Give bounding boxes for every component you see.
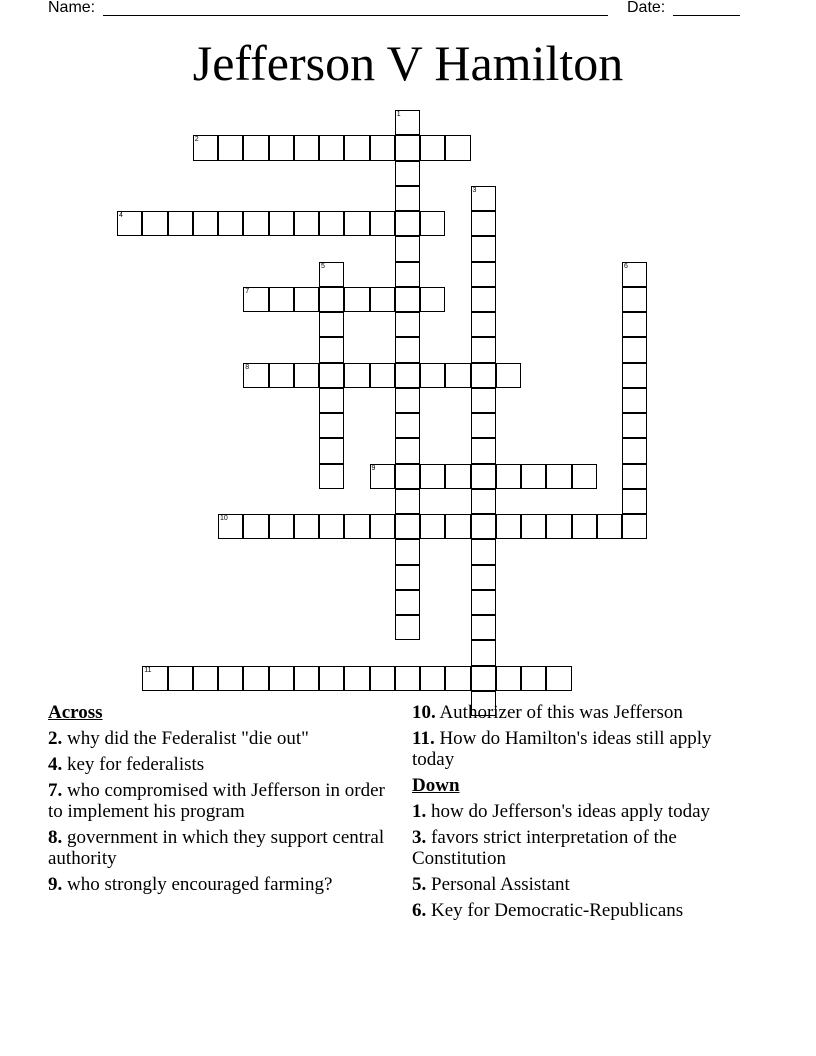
cell-number: 10 <box>220 515 228 522</box>
grid-cell[interactable] <box>622 388 647 413</box>
grid-cell[interactable] <box>294 211 319 236</box>
grid-cell[interactable] <box>471 312 496 337</box>
cell-number: 6 <box>624 262 628 270</box>
grid-cell[interactable] <box>622 413 647 438</box>
grid-cell[interactable] <box>521 514 546 539</box>
clue-item <box>48 780 393 822</box>
grid-cell[interactable] <box>243 363 268 388</box>
grid-cell[interactable] <box>344 135 369 160</box>
grid-cell[interactable] <box>420 666 445 691</box>
cell-number: 2 <box>194 136 199 144</box>
grid-cell[interactable] <box>471 337 496 362</box>
grid-cell[interactable] <box>370 666 395 691</box>
clue-item <box>412 801 757 822</box>
clue-text: How do Hamilton's ideas still apply today <box>412 728 712 770</box>
grid-cell[interactable] <box>319 312 344 337</box>
clue-number: 6. <box>412 900 427 921</box>
clue-number: 9. <box>48 874 63 895</box>
grid-cell[interactable] <box>395 312 420 337</box>
grid-cell[interactable] <box>319 438 344 463</box>
grid-cell[interactable] <box>243 287 268 312</box>
clue-item <box>412 900 757 921</box>
clue-number: 5. <box>412 874 427 895</box>
grid-cell[interactable] <box>395 363 420 388</box>
grid-cell[interactable] <box>445 363 470 388</box>
clue-text: why did the Federalist "die out" <box>62 728 309 749</box>
clue-number: 4. <box>48 754 63 775</box>
grid-cell[interactable] <box>597 514 622 539</box>
down-clue-list <box>412 801 757 921</box>
grid-cell[interactable] <box>622 337 647 362</box>
grid-cell[interactable] <box>546 666 571 691</box>
clue-item <box>412 702 757 723</box>
grid-cell[interactable] <box>521 666 546 691</box>
grid-cell[interactable] <box>243 514 268 539</box>
grid-cell[interactable] <box>445 514 470 539</box>
across-heading: Across <box>48 702 103 723</box>
page-title: Jefferson V Hamilton <box>192 35 624 91</box>
grid-cell[interactable] <box>395 388 420 413</box>
cell-number: 11 <box>144 666 152 674</box>
grid-cell[interactable] <box>142 211 167 236</box>
grid-cell[interactable] <box>395 666 420 691</box>
clue-item <box>48 754 393 775</box>
grid-cell[interactable] <box>319 413 344 438</box>
grid-cell[interactable] <box>471 413 496 438</box>
grid-cell[interactable] <box>395 110 420 135</box>
clue-text: government in which they support central authority <box>48 827 385 869</box>
grid-cell[interactable] <box>622 514 647 539</box>
clue-item <box>412 827 757 869</box>
grid-cell[interactable] <box>319 363 344 388</box>
grid-cell[interactable] <box>269 287 294 312</box>
grid-cell[interactable] <box>471 464 496 489</box>
grid-cell[interactable] <box>370 464 395 489</box>
grid-cell[interactable] <box>471 565 496 590</box>
grid-cell[interactable] <box>218 211 243 236</box>
clues-left-column <box>48 702 393 900</box>
cell-number: 9 <box>371 464 376 472</box>
grid-cell[interactable] <box>622 287 647 312</box>
grid-cell[interactable] <box>395 438 420 463</box>
clue-text: Key for Democratic-Republicans <box>426 900 684 921</box>
grid-cell[interactable] <box>395 236 420 261</box>
grid-cell[interactable] <box>370 514 395 539</box>
grid-cell[interactable] <box>294 363 319 388</box>
grid-cell[interactable] <box>193 135 218 160</box>
cell-number: 5 <box>321 262 325 270</box>
grid-cell[interactable] <box>193 211 218 236</box>
grid-cell[interactable] <box>622 363 647 388</box>
clue-item <box>412 874 757 895</box>
grid-cell[interactable] <box>395 615 420 640</box>
grid-cell[interactable] <box>168 666 193 691</box>
clues-right-column <box>412 702 757 926</box>
grid-cell[interactable] <box>319 666 344 691</box>
clue-item <box>412 728 757 770</box>
clue-text: Personal Assistant <box>426 874 570 895</box>
clue-item <box>48 827 393 869</box>
grid-cell[interactable] <box>471 590 496 615</box>
grid-cell[interactable] <box>370 363 395 388</box>
grid-cell[interactable] <box>395 413 420 438</box>
grid-cell[interactable] <box>269 514 294 539</box>
grid-cell[interactable] <box>395 161 420 186</box>
grid-cell[interactable] <box>622 489 647 514</box>
grid-cell[interactable] <box>546 514 571 539</box>
grid-cell[interactable] <box>471 615 496 640</box>
grid-cell[interactable] <box>193 666 218 691</box>
grid-cell[interactable] <box>395 539 420 564</box>
grid-cell[interactable] <box>496 464 521 489</box>
grid-cell[interactable] <box>471 640 496 665</box>
grid-cell[interactable] <box>319 337 344 362</box>
grid-cell[interactable] <box>117 211 142 236</box>
clue-text: who strongly encouraged farming? <box>62 874 333 895</box>
grid-cell[interactable] <box>319 388 344 413</box>
grid-cell[interactable] <box>471 363 496 388</box>
grid-cell[interactable] <box>471 438 496 463</box>
grid-cell[interactable] <box>471 666 496 691</box>
grid-cell[interactable] <box>319 464 344 489</box>
grid-cell[interactable] <box>294 666 319 691</box>
down-heading: Down <box>412 775 460 796</box>
grid-cell[interactable] <box>395 514 420 539</box>
grid-cell[interactable] <box>622 464 647 489</box>
grid-cell[interactable] <box>471 186 496 211</box>
grid-cell[interactable] <box>395 489 420 514</box>
grid-cell[interactable] <box>420 211 445 236</box>
grid-cell[interactable] <box>243 666 268 691</box>
grid-cell[interactable] <box>445 666 470 691</box>
clue-text: Authorizer of this was Jefferson <box>435 702 683 723</box>
grid-cell[interactable] <box>546 464 571 489</box>
grid-cell[interactable] <box>471 388 496 413</box>
grid-cell[interactable] <box>269 666 294 691</box>
clue-text: favors strict interpretation of the Constitution <box>412 827 677 869</box>
grid-cell[interactable] <box>243 135 268 160</box>
grid-cell[interactable] <box>294 135 319 160</box>
grid-cell[interactable] <box>269 211 294 236</box>
grid-cell[interactable] <box>471 514 496 539</box>
clue-text: how do Jefferson's ideas apply today <box>426 801 711 822</box>
grid-cell[interactable] <box>420 287 445 312</box>
grid-cell[interactable] <box>395 186 420 211</box>
grid-cell[interactable] <box>319 262 344 287</box>
grid-cell[interactable] <box>496 514 521 539</box>
grid-cell[interactable] <box>395 337 420 362</box>
grid-cell[interactable] <box>294 287 319 312</box>
grid-cell[interactable] <box>420 363 445 388</box>
grid-cell[interactable] <box>471 262 496 287</box>
clue-number: 8. <box>48 827 63 848</box>
grid-cell[interactable] <box>370 287 395 312</box>
grid-cell[interactable] <box>471 489 496 514</box>
grid-cell[interactable] <box>370 135 395 160</box>
grid-cell[interactable] <box>218 135 243 160</box>
grid-cell[interactable] <box>218 666 243 691</box>
grid-cell[interactable] <box>344 211 369 236</box>
grid-cell[interactable] <box>622 262 647 287</box>
grid-cell[interactable] <box>344 514 369 539</box>
date-label: Date: <box>627 0 666 16</box>
grid-cell[interactable] <box>420 135 445 160</box>
clue-number: 2. <box>48 728 63 749</box>
grid-cell[interactable] <box>395 262 420 287</box>
cell-number: 8 <box>245 363 250 371</box>
across-clue-list-continued <box>412 702 757 770</box>
clue-text: who compromised with Jefferson in order to implement his program <box>48 780 385 822</box>
clue-text: key for federalists <box>62 754 205 775</box>
grid-cell[interactable] <box>445 135 470 160</box>
grid-cell[interactable] <box>344 287 369 312</box>
grid-cell[interactable] <box>370 211 395 236</box>
grid-cell[interactable] <box>344 363 369 388</box>
clue-number: 10. <box>412 702 436 723</box>
grid-cell[interactable] <box>218 514 243 539</box>
grid-cell[interactable] <box>395 565 420 590</box>
clue-number: 7. <box>48 780 63 801</box>
cell-number: 7 <box>245 287 250 295</box>
cell-number: 3 <box>472 186 477 194</box>
grid-cell[interactable] <box>496 363 521 388</box>
grid-cell[interactable] <box>572 514 597 539</box>
clue-item <box>48 728 393 749</box>
grid-cell[interactable] <box>471 539 496 564</box>
cell-number: 4 <box>119 212 123 219</box>
grid-cell[interactable] <box>572 464 597 489</box>
grid-cell[interactable] <box>471 211 496 236</box>
grid-cell[interactable] <box>471 236 496 261</box>
grid-cell[interactable] <box>142 666 167 691</box>
grid-cell[interactable] <box>294 514 319 539</box>
grid-cell[interactable] <box>319 211 344 236</box>
cell-number: 1 <box>396 111 401 118</box>
name-label: Name: <box>48 0 96 16</box>
grid-cell[interactable] <box>168 211 193 236</box>
grid-cell[interactable] <box>622 438 647 463</box>
grid-cell[interactable] <box>395 211 420 236</box>
grid-cell[interactable] <box>319 135 344 160</box>
grid-cell[interactable] <box>395 287 420 312</box>
grid-cell[interactable] <box>319 287 344 312</box>
grid-cell[interactable] <box>344 666 369 691</box>
grid-cell[interactable] <box>269 135 294 160</box>
grid-cell[interactable] <box>395 464 420 489</box>
grid-cell[interactable] <box>395 135 420 160</box>
grid-cell[interactable] <box>420 464 445 489</box>
grid-cell[interactable] <box>319 514 344 539</box>
across-clue-list <box>48 728 393 895</box>
grid-cell[interactable] <box>622 312 647 337</box>
grid-cell[interactable] <box>395 590 420 615</box>
clue-number: 3. <box>412 827 427 848</box>
grid-cell[interactable] <box>420 514 445 539</box>
grid-cell[interactable] <box>521 464 546 489</box>
clue-item <box>48 874 393 895</box>
clue-number: 11. <box>412 728 435 749</box>
grid-cell[interactable] <box>496 666 521 691</box>
clue-number: 1. <box>412 801 427 822</box>
grid-cell[interactable] <box>471 287 496 312</box>
grid-cell[interactable] <box>269 363 294 388</box>
grid-cell[interactable] <box>243 211 268 236</box>
grid-cell[interactable] <box>445 464 470 489</box>
